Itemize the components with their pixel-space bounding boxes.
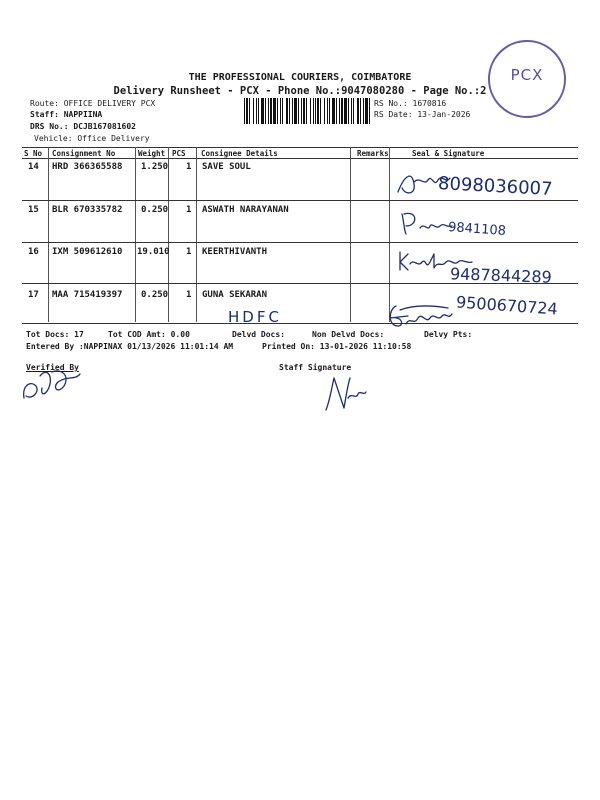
- row-pcs: 1: [186, 247, 192, 257]
- delivery-points: Delvy Pts:: [424, 330, 473, 339]
- row17-signature-icon: [386, 300, 456, 330]
- row-consignee: KEERTHIVANTH: [202, 247, 268, 257]
- row-weight: 1.250: [141, 162, 169, 172]
- col-rule: [48, 147, 49, 322]
- col-seal: Seal & Signature: [412, 149, 485, 158]
- row-pcs: 1: [186, 290, 192, 300]
- staff-signature-icon: [322, 372, 370, 416]
- row17-handwritten-mark: HDFC: [228, 308, 282, 326]
- table-top-rule: [22, 147, 578, 148]
- vehicle-info: Vehicle: Office Delivery: [34, 134, 150, 143]
- total-docs: Tot Docs: 17: [26, 330, 84, 339]
- row15-signature-icon: [398, 208, 454, 238]
- col-weight: Weight: [138, 149, 166, 158]
- drs-barcode: [244, 98, 370, 124]
- row-sno: 17: [28, 290, 39, 300]
- col-rule: [135, 147, 136, 322]
- row-consignment: BLR 670335782: [52, 205, 123, 215]
- entered-by: Entered By :NAPPINAX 01/13/2026 11:01:14 AM: [26, 342, 234, 351]
- row-rule: [22, 242, 578, 243]
- col-rule: [350, 147, 351, 322]
- staff-signature-label: Staff Signature: [279, 363, 352, 372]
- row-weight: 19.010: [137, 247, 170, 257]
- non-delivered-docs: Non Delvd Docs:: [312, 330, 385, 339]
- route-info: Route: OFFICE DELIVERY PCX: [30, 99, 156, 108]
- verified-by-signature-icon: [18, 364, 88, 404]
- delivered-docs: Delvd Docs:: [232, 330, 285, 339]
- row-consignee: SAVE SOUL: [202, 162, 251, 172]
- row-sno: 14: [28, 162, 39, 172]
- row15-handwritten-note: 9841108: [447, 219, 507, 240]
- staff-info: Staff: NAPPIINA: [30, 110, 103, 119]
- col-pcs: PCS: [172, 149, 186, 158]
- row-sno: 16: [28, 247, 39, 257]
- row-rule: [22, 200, 578, 201]
- col-remarks: Remarks: [357, 149, 389, 158]
- rs-date: RS Date: 13-Jan-2026: [374, 110, 471, 119]
- printed-on: Printed On: 13-01-2026 11:10:58: [262, 342, 412, 351]
- row-pcs: 1: [186, 205, 192, 215]
- table-header-rule: [22, 158, 578, 159]
- verified-by-label: Verified By: [26, 363, 79, 372]
- row-consignment: IXM 509612610: [52, 247, 123, 257]
- table-bottom-rule: [22, 323, 578, 324]
- row-weight: 0.250: [141, 290, 169, 300]
- rs-number: RS No.: 1670816: [374, 99, 447, 108]
- col-rule: [168, 147, 169, 322]
- company-title: THE PROFESSIONAL COURIERS, COIMBATORE: [188, 72, 412, 83]
- drs-info: DRS No.: DCJB167081602: [30, 122, 136, 131]
- row-consignee: ASWATH NARAYANAN: [202, 205, 289, 215]
- row-weight: 0.250: [141, 205, 169, 215]
- col-consignment: Consignment No: [52, 149, 116, 158]
- row-consignment: MAA 715419397: [52, 290, 123, 300]
- row-consignment: HRD 366365588: [52, 162, 123, 172]
- col-rule: [196, 147, 197, 322]
- total-cod-amount: Tot COD Amt: 0.00: [108, 330, 190, 339]
- row16-phone-handwritten: 9487844289: [449, 264, 553, 287]
- runsheet-subtitle: Delivery Runsheet - PCX - Phone No.:9047080280 - Page No.:2: [113, 85, 487, 97]
- row17-phone-handwritten: 9500670724: [455, 292, 559, 319]
- row-pcs: 1: [186, 162, 192, 172]
- col-consignee: Consignee Details: [201, 149, 278, 158]
- row14-phone-handwritten: 8098036007: [437, 173, 554, 200]
- row-sno: 15: [28, 205, 39, 215]
- stamp-text: PCX: [510, 66, 544, 84]
- col-rule: [389, 147, 390, 322]
- col-sno: S No: [24, 149, 43, 158]
- row-consignee: GUNA SEKARAN: [202, 290, 268, 300]
